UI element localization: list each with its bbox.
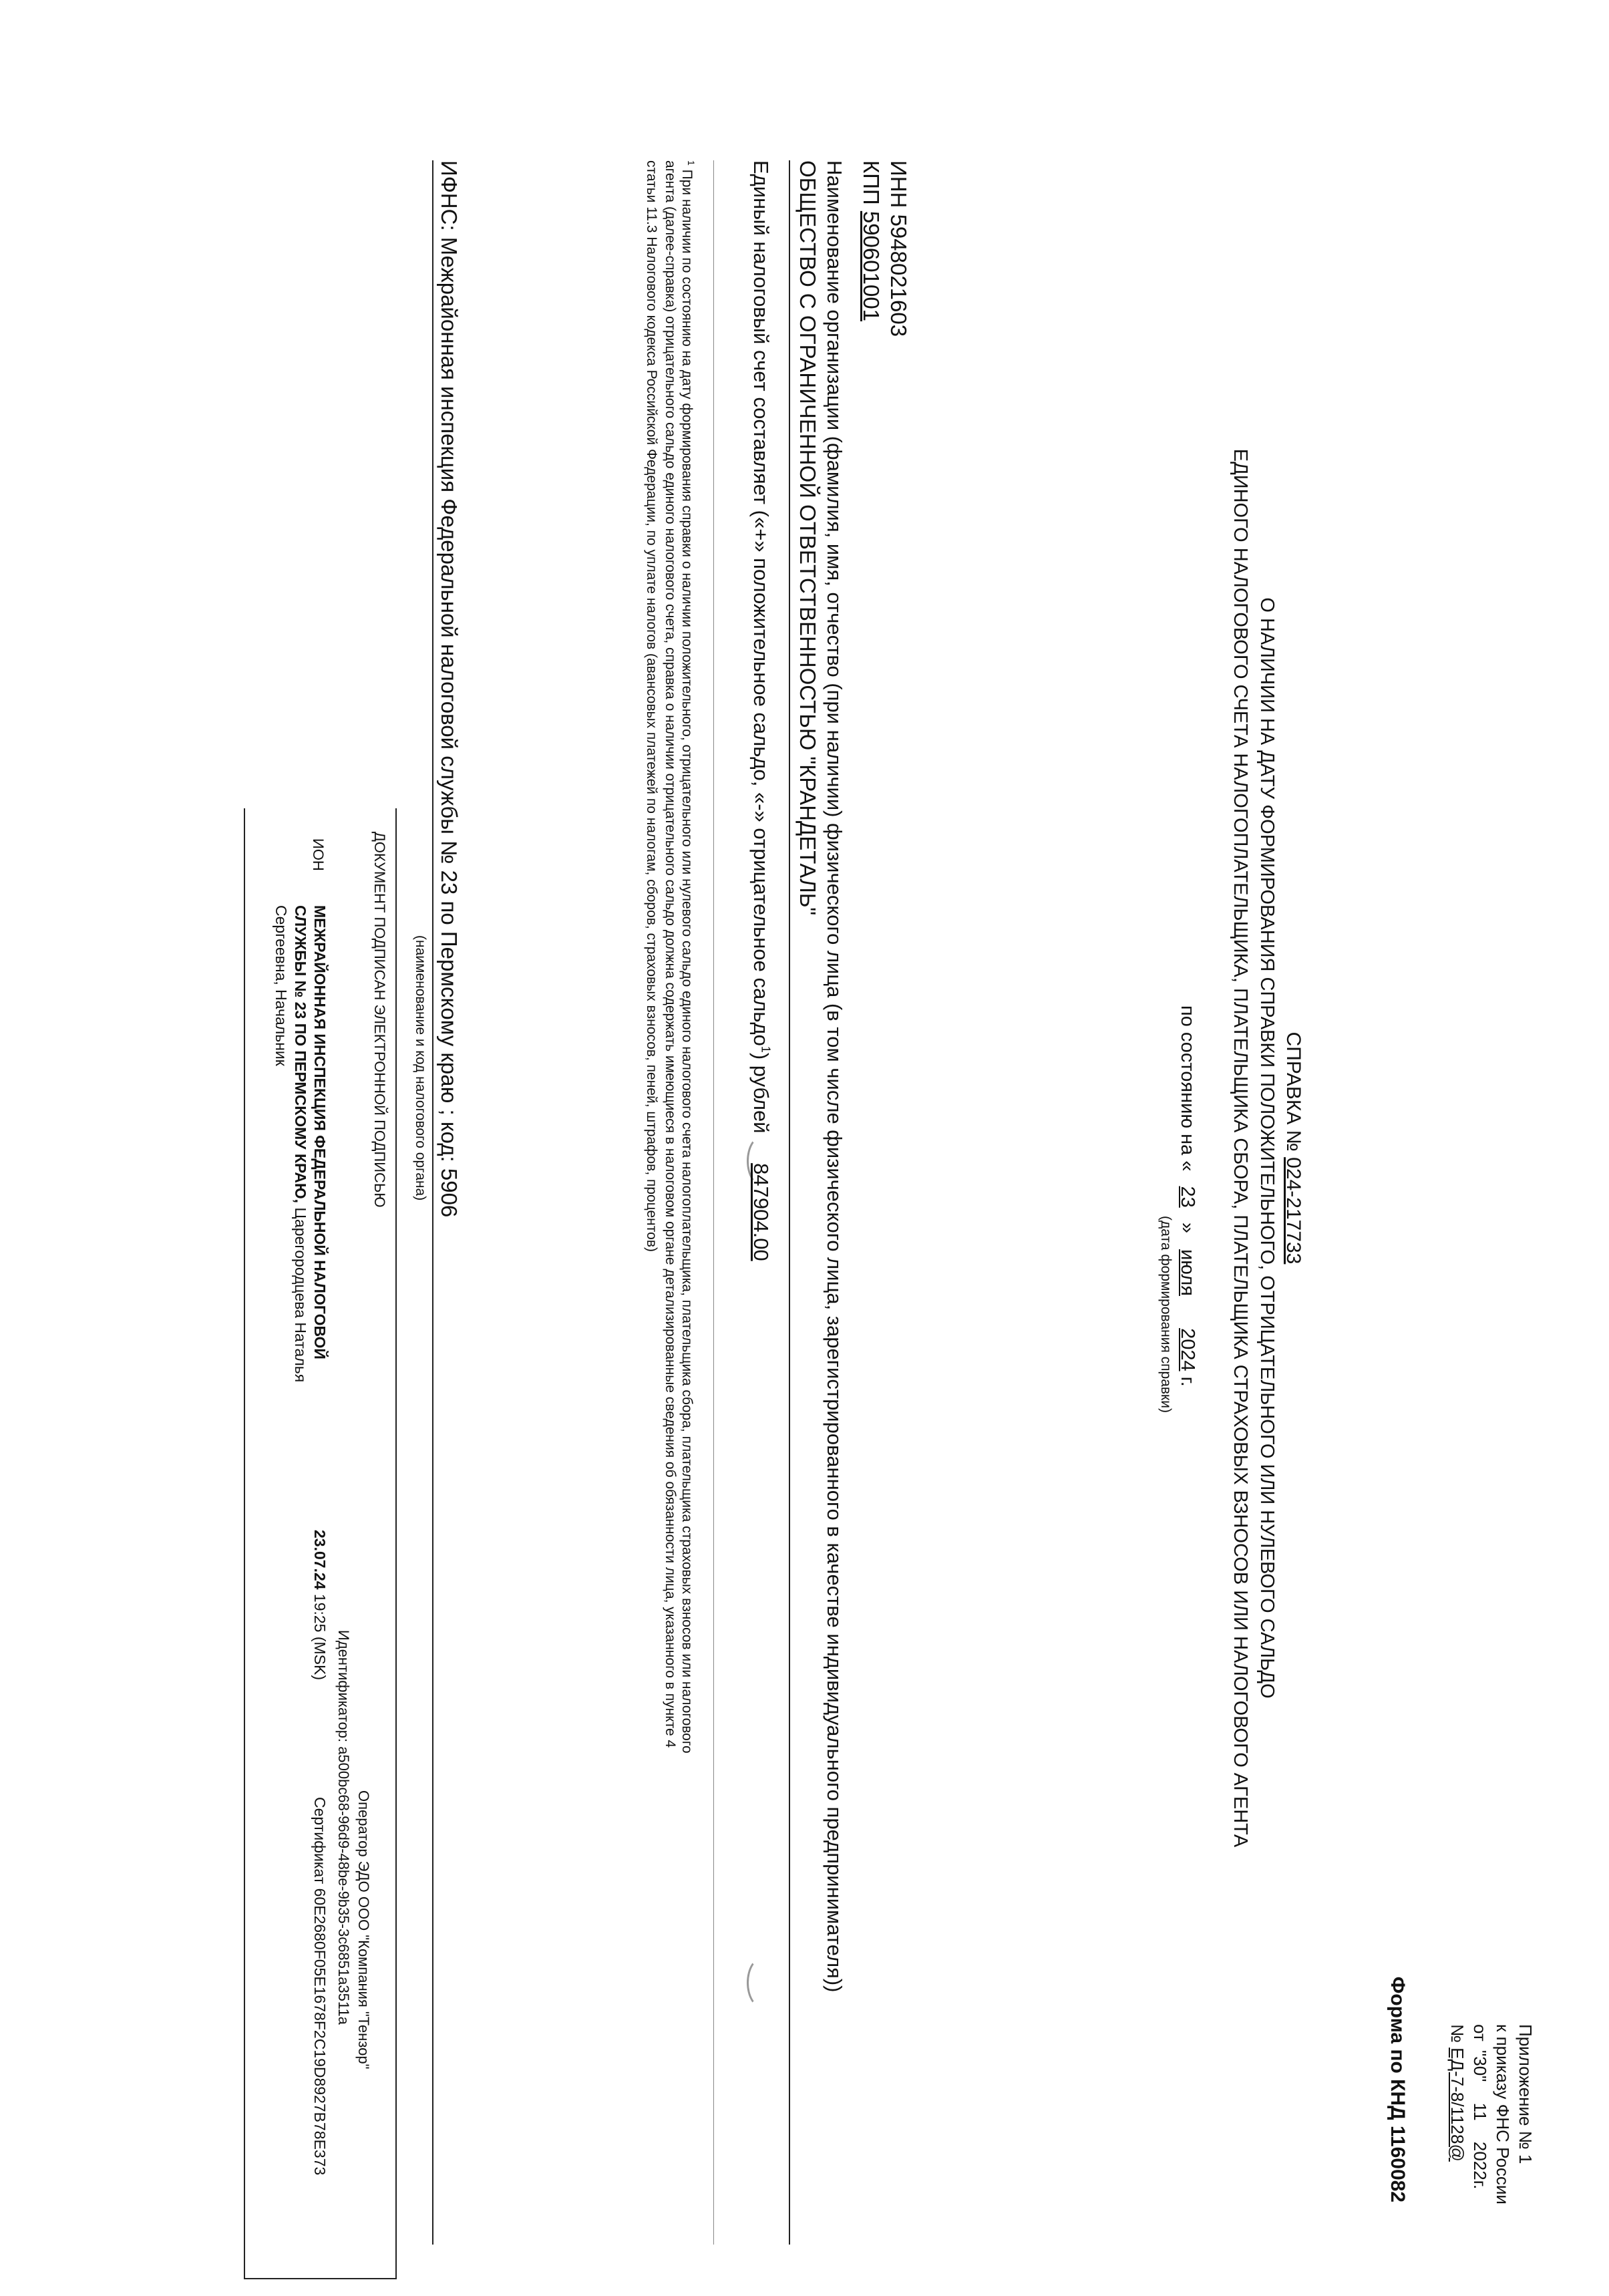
form-code: Форма по КНД 1160082 <box>1387 1976 1409 2202</box>
footnote-line-1: $^1$ При наличии по состоянию на дату формирования справки о наличии положительного, отрицательного или нулевого сальдо единого налогового счета налогоплательщика, плательщика сбора, плательщика страховых взносов или налогового <box>679 160 697 1754</box>
balance-amount: 847904.00 <box>749 1163 773 1261</box>
appendix-date: от "30" 11 2022г. <box>1470 2024 1490 2190</box>
balance-line: Единый налоговый счет составляет («+» положительное сальдо, «-» отрицательное сальдо$^1$) рублей 847904.00 <box>749 160 773 1288</box>
stamp-operator: Оператор ЭДО ООО "Компания "Тензор" <box>355 1790 372 2070</box>
stamp-identifier: Идентификатор: a500bc68-96d9-48be-9b35-3c6851a3511a <box>335 1630 352 2025</box>
authority-caption: (наименование и код налогового органа) <box>413 935 428 1201</box>
certificate-number: 024-217733 <box>1282 1157 1304 1265</box>
footnote-line-3: статьи 11.3 Налогового кодекса Российской Федерации, по уплате налогов (авансовых платежей по налогам, сборов, страховых взносов, пеней, штрафов, процентов) <box>644 160 659 1252</box>
org-underline <box>789 160 790 2245</box>
appendix-number: № ЕД-7-8/1128@ <box>1447 2024 1467 2162</box>
certificate-title: СПРАВКА № 024-217733 <box>1282 1031 1304 1265</box>
inn-row: ИНН 5948021603 <box>886 160 911 337</box>
appendix-title: Приложение № 1 <box>1515 2024 1536 2164</box>
org-label: Наименование организации (фамилия, имя, отчество (при наличии) физического лица (в том числе физического лица, зарегистрированного в качестве индивидуального предпринимателя)) <box>823 160 846 1993</box>
stamp-certificate: Сертификат 60E2680F05E1678F2C19D8927B78E373 <box>311 1797 329 2176</box>
certificate-subtitle-2: ЕДИНОГО НАЛОГОВОГО СЧЕТА НАЛОГОПЛАТЕЛЬЩИКА, ПЛАТЕЛЬЩИКА СБОРА, ПЛАТЕЛЬЩИКА СТРАХОВЫХ ВЗНОСОВ ИЛИ НАЛОГОВОГО АГЕНТА <box>1230 448 1251 1848</box>
authority-name: ИФНС: Межрайонная инспекция Федеральной налоговой службы № 23 по Пермскому краю ; код: 5906 <box>437 160 462 1218</box>
kpp-row: КПП 590601001 <box>859 160 884 322</box>
stamp-person-line-2: Сергеевна, Начальник <box>273 905 290 1066</box>
as-of-caption: (дата формирования справки) <box>1158 1216 1174 1413</box>
stamp-org-line-2: СЛУЖБЫ № 23 ПО ПЕРМСКОМУ КРАЮ, Царегородцева Наталья <box>292 905 309 1383</box>
stamp-ion-label: ИОН <box>310 838 327 871</box>
footnote-separator <box>713 160 714 2245</box>
stamp-datetime: 23.07.24 19:25 (MSK) <box>311 1530 329 1681</box>
footnote-line-2: агента (далее-справка) отрицательного сальдо единого налогового счета, справка о наличии отрицательного сальдо должна содержать имеющиеся в налоговом органе детализированные сведения об обязанности лица, указанного в пункте 4 <box>663 160 678 1748</box>
fold-mark <box>747 1957 777 2008</box>
as-of-date: по состоянию на « 23 » июля 2024 г. <box>1177 1005 1198 1387</box>
appendix-order: к приказу ФНС России <box>1493 2024 1513 2204</box>
org-name: ОБЩЕСТВО С ОГРАНИЧЕННОЙ ОТВЕТСТВЕННОСТЬЮ "КРАНДЕТАЛЬ" <box>795 160 820 916</box>
stamp-heading: ДОКУМЕНТ ПОДПИСАН ЭЛЕКТРОННОЙ ПОДПИСЬЮ <box>371 832 388 1208</box>
authority-underline <box>432 160 433 2245</box>
stamp-org-line-1: МЕЖРАЙОННАЯ ИНСПЕКЦИЯ ФЕДЕРАЛЬНОЙ НАЛОГОВОЙ <box>311 905 329 1359</box>
certificate-subtitle-1: О НАЛИЧИИ НА ДАТУ ФОРМИРОВАНИЯ СПРАВКИ ПОЛОЖИТЕЛЬНОГО, ОТРИЦАТЕЛЬНОГО ИЛИ НУЛЕВОГО САЛЬДО <box>1256 597 1278 1699</box>
